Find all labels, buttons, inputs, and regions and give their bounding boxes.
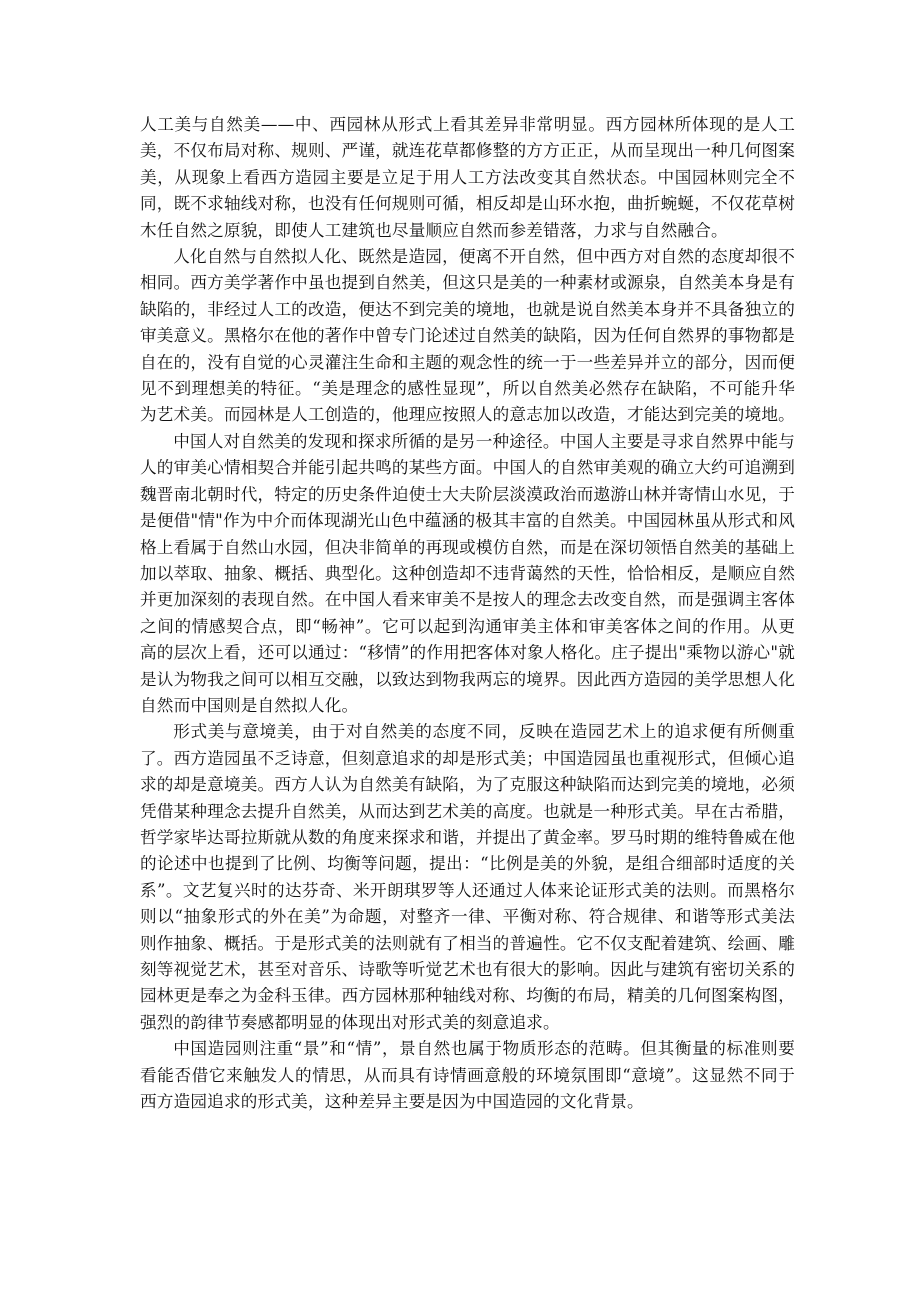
document-body	[140, 112, 795, 1115]
paragraph-chinese-aesthetics: 中国人对自然美的发现和探求所循的是另一种途径。中国人主要是寻求自然界中能与人的审美心情相契合并能引起共鸣的某些方面。中国人的自然审美观的确立大约可追溯到魏晋南北朝时代，特定的历史条件迫使士大夫阶层淡漠政治而遨游山林并寄情山水见，于是便借"情"作为中介而体现湖光山色中蕴涵的极其丰富的自然美。中国园林虽从形式和风格上看属于自然山水园，但决非简单的再现或模仿自然，而是在深切领悟自然美的基础上加以萃取、抽象、概括、典型化。这种创造却不违背蔼然的天性，恰恰相反，是顺应自然并更加深刻的表现自然。在中国人看来审美不是按人的理念去改变自然，而是强调主客体之间的情感契合点，即“畅神”。它可以起到沟通审美主体和审美客体之间的作用。从更高的层次上看，还可以通过：“移情”的作用把客体对象人格化。庄子提出"乘物以游心"就是认为物我之间可以相互交融，以致达到物我两忘的境界。因此西方造园的美学思想人化自然而中国则是自然拟人化。	[140, 431, 795, 715]
paragraph-artificial-vs-natural-beauty: 人工美与自然美——中、西园林从形式上看其差异非常明显。西方园林所体现的是人工美，不仅布局对称、规则、严谨，就连花草都修整的方方正正，从而呈现出一种几何图案美，从现象上看西方造园主要是立足于用人工方法改变其自然状态。中国园林则完全不同，既不求轴线对称，也没有任何规则可循，相反却是山环水抱，曲折蜿蜒，不仅花草树木任自然之原貌，即使人工建筑也尽量顺应自然而参差错落，力求与自然融合。	[140, 115, 795, 240]
paragraph-humanized-nature: 人化自然与自然拟人化、既然是造园，便离不开自然，但中西方对自然的态度却很不相同。西方美学著作中虽也提到自然美，但这只是美的一种素材或源泉，自然美本身是有缺陷的，非经过人工的改造，便达不到完美的境地，也就是说自然美本身并不具备独立的审美意义。黑格尔在他的著作中曾专门论述过自然美的缺陷，因为任何自然界的事物都是自在的，没有自觉的心灵灌注生命和主题的观念性的统一于一些差异并立的部分，因而便见不到理想美的特征。“美是理念的感性显现”，所以自然美必然存在缺陷，不可能升华为艺术美。而园林是人工创造的，他理应按照人的意志加以改造，才能达到完美的境地。	[140, 247, 795, 425]
paragraph-form-vs-artistic-conception: 形式美与意境美，由于对自然美的态度不同，反映在造园艺术上的追求便有所侧重了。西方造园虽不乏诗意，但刻意追求的却是形式美；中国造园虽也重视形式，但倾心追求的却是意境美。西方人认为自然美有缺陷，为了克服这种缺陷而达到完美的境地，必须凭借某种理念去提升自然美，从而达到艺术美的高度。也就是一种形式美。早在古希腊，哲学家毕达哥拉斯就从数的角度来探求和谐，并提出了黄金率。罗马时期的维特鲁威在他的论述中也提到了比例、均衡等问题，提出：“比例是美的外貌，是组合细部时适度的关系”。文艺复兴时的达芬奇、米开朗琪罗等人还通过人体来论证形式美的法则。而黑格尔则以“抽象形式的外在美”为命题，对整齐一律、平衡对称、符合规律、和谐等形式美法则作抽象、概括。于是形式美的法则就有了相当的普遍性。它不仅支配着建筑、绘画、雕刻等视觉艺术，甚至对音乐、诗歌等听觉艺术也有很大的影响。因此与建筑有密切关系的园林更是奉之为金科玉律。西方园林那种轴线对称、均衡的布局，精美的几何图案构图，强烈的韵律节奏感都明显的体现出对形式美的刻意追求。	[140, 722, 795, 1032]
paragraph-chinese-garden-scenery: 中国造园则注重“景”和“情”，景自然也属于物质形态的范畴。但其衡量的标准则要看能否借它来触发人的情思，从而具有诗情画意般的环境氛围即“意境”。这显然不同于西方造园追求的形式美，这种差异主要是因为中国造园的文化背景。	[140, 1039, 795, 1112]
